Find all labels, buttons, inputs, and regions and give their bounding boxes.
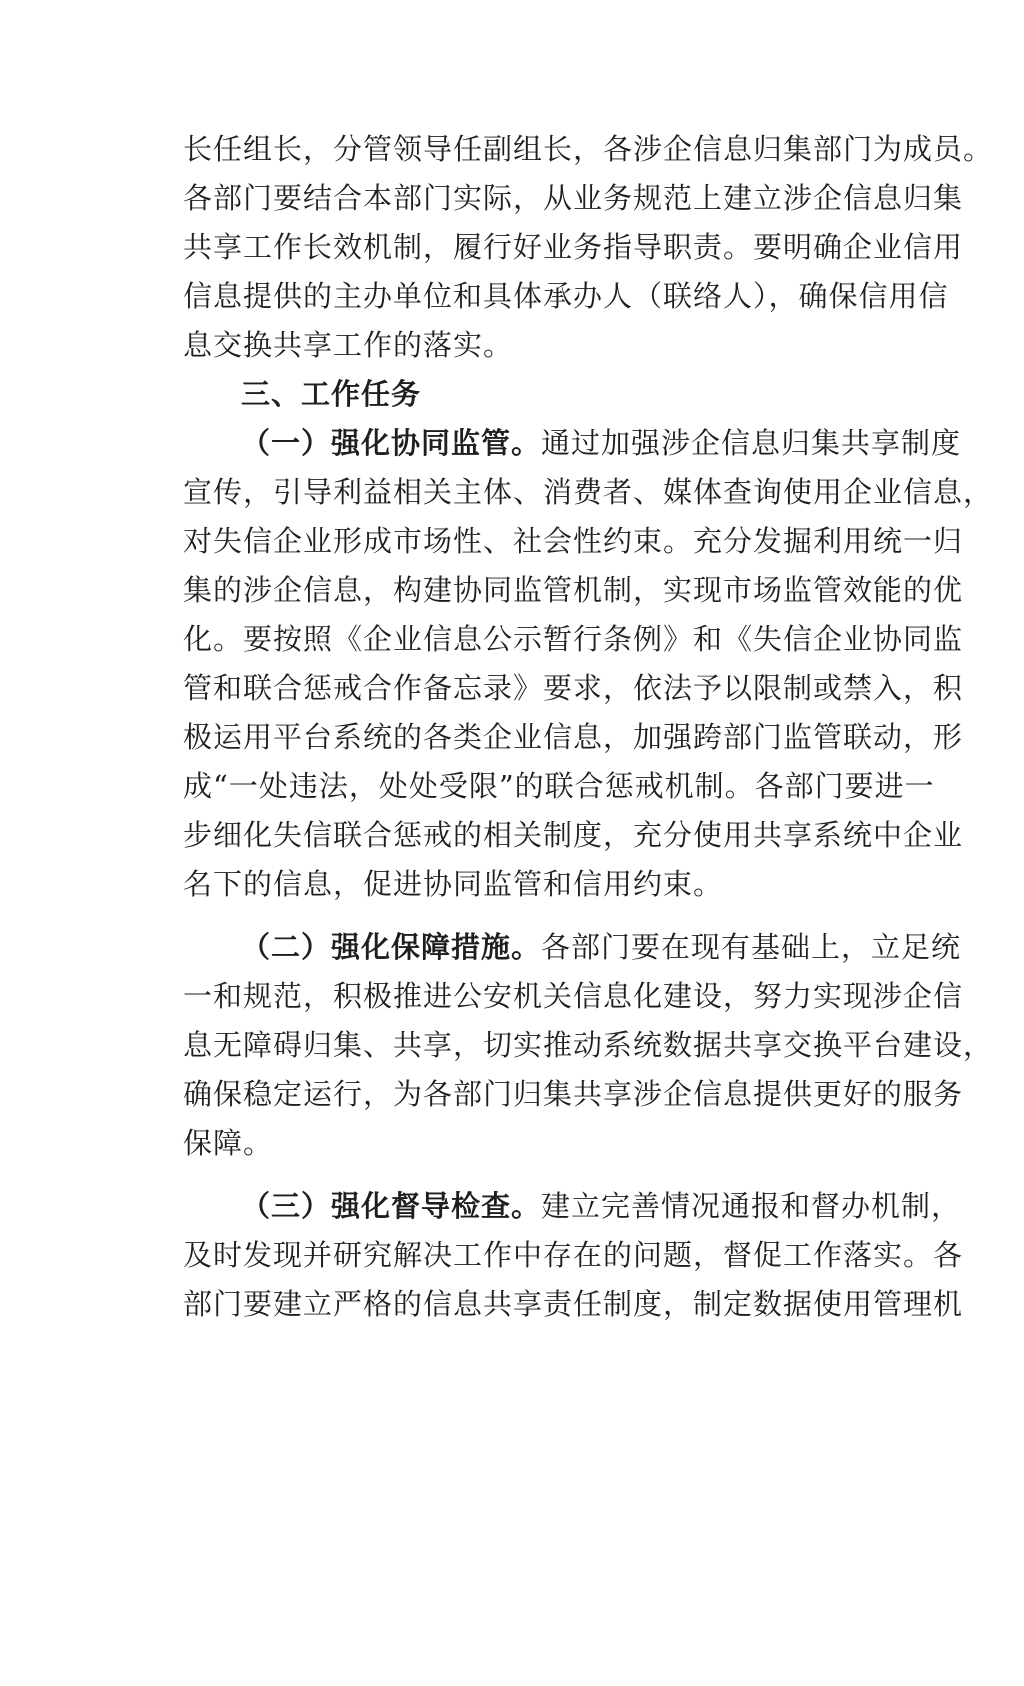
text-line: 保障。 bbox=[183, 1126, 274, 1160]
text-line: 确保稳定运行，为各部门归集共享涉企信息提供更好的服务 bbox=[183, 1077, 964, 1111]
text-line: 成“一处违法，处处受限”的联合惩戒机制。各部门要进一 bbox=[183, 769, 935, 803]
section-heading: 三、工作任务 bbox=[241, 377, 422, 411]
item-title: （一）强化协同监管。 bbox=[241, 426, 542, 460]
text-line: 极运用平台系统的各类企业信息，加强跨部门监管联动，形 bbox=[183, 720, 964, 754]
item-1-paragraph bbox=[183, 419, 994, 909]
text-line: 共享工作长效机制，履行好业务指导职责。要明确企业信用 bbox=[183, 230, 964, 264]
item-title: （三）强化督导检查。 bbox=[241, 1189, 542, 1223]
item-text: 建立完善情况通报和督办机制， bbox=[541, 1189, 962, 1223]
item-title: （二）强化保障措施。 bbox=[241, 930, 542, 964]
paragraph-gap bbox=[183, 909, 883, 923]
text-line: 化。要按照《企业信息公示暂行条例》和《失信企业协同监 bbox=[183, 622, 964, 656]
text-line: 名下的信息，促进协同监管和信用约束。 bbox=[183, 867, 724, 901]
text-line: 步细化失信联合惩戒的相关制度，充分使用共享系统中企业 bbox=[183, 818, 964, 852]
text-line: 部门要建立严格的信息共享责任制度，制定数据使用管理机 bbox=[183, 1287, 964, 1321]
text-line: 长任组长，分管领导任副组长，各涉企信息归集部门为成员。 bbox=[183, 132, 994, 166]
item-first-line bbox=[183, 1182, 962, 1231]
text-line: 信息提供的主办单位和具体承办人（联络人），确保信用信 bbox=[183, 279, 949, 313]
item-3-paragraph bbox=[183, 1182, 964, 1329]
text-line: 及时发现并研究解决工作中存在的问题，督促工作落实。各 bbox=[183, 1238, 964, 1272]
text-line: 息无障碍归集、共享，切实推动系统数据共享交换平台建设， bbox=[183, 1028, 994, 1062]
paragraph-gap bbox=[183, 1168, 883, 1182]
intro-paragraph bbox=[183, 125, 994, 370]
item-first-line bbox=[183, 923, 962, 972]
item-first-line bbox=[183, 419, 962, 468]
item-text: 各部门要在现有基础上，立足统 bbox=[541, 930, 962, 964]
item-2-paragraph bbox=[183, 923, 994, 1168]
text-line: 一和规范，积极推进公安机关信息化建设，努力实现涉企信 bbox=[183, 979, 964, 1013]
text-line: 宣传，引导利益相关主体、消费者、媒体查询使用企业信息， bbox=[183, 475, 994, 509]
document-body bbox=[183, 125, 994, 1329]
text-line: 息交换共享工作的落实。 bbox=[183, 328, 514, 362]
item-text: 通过加强涉企信息归集共享制度 bbox=[541, 426, 962, 460]
text-line: 各部门要结合本部门实际，从业务规范上建立涉企信息归集 bbox=[183, 181, 964, 215]
text-line: 集的涉企信息，构建协同监管机制，实现市场监管效能的优 bbox=[183, 573, 964, 607]
text-line: 对失信企业形成市场性、社会性约束。充分发掘利用统一归 bbox=[183, 524, 964, 558]
text-line: 管和联合惩戒合作备忘录》要求，依法予以限制或禁入，积 bbox=[183, 671, 964, 705]
